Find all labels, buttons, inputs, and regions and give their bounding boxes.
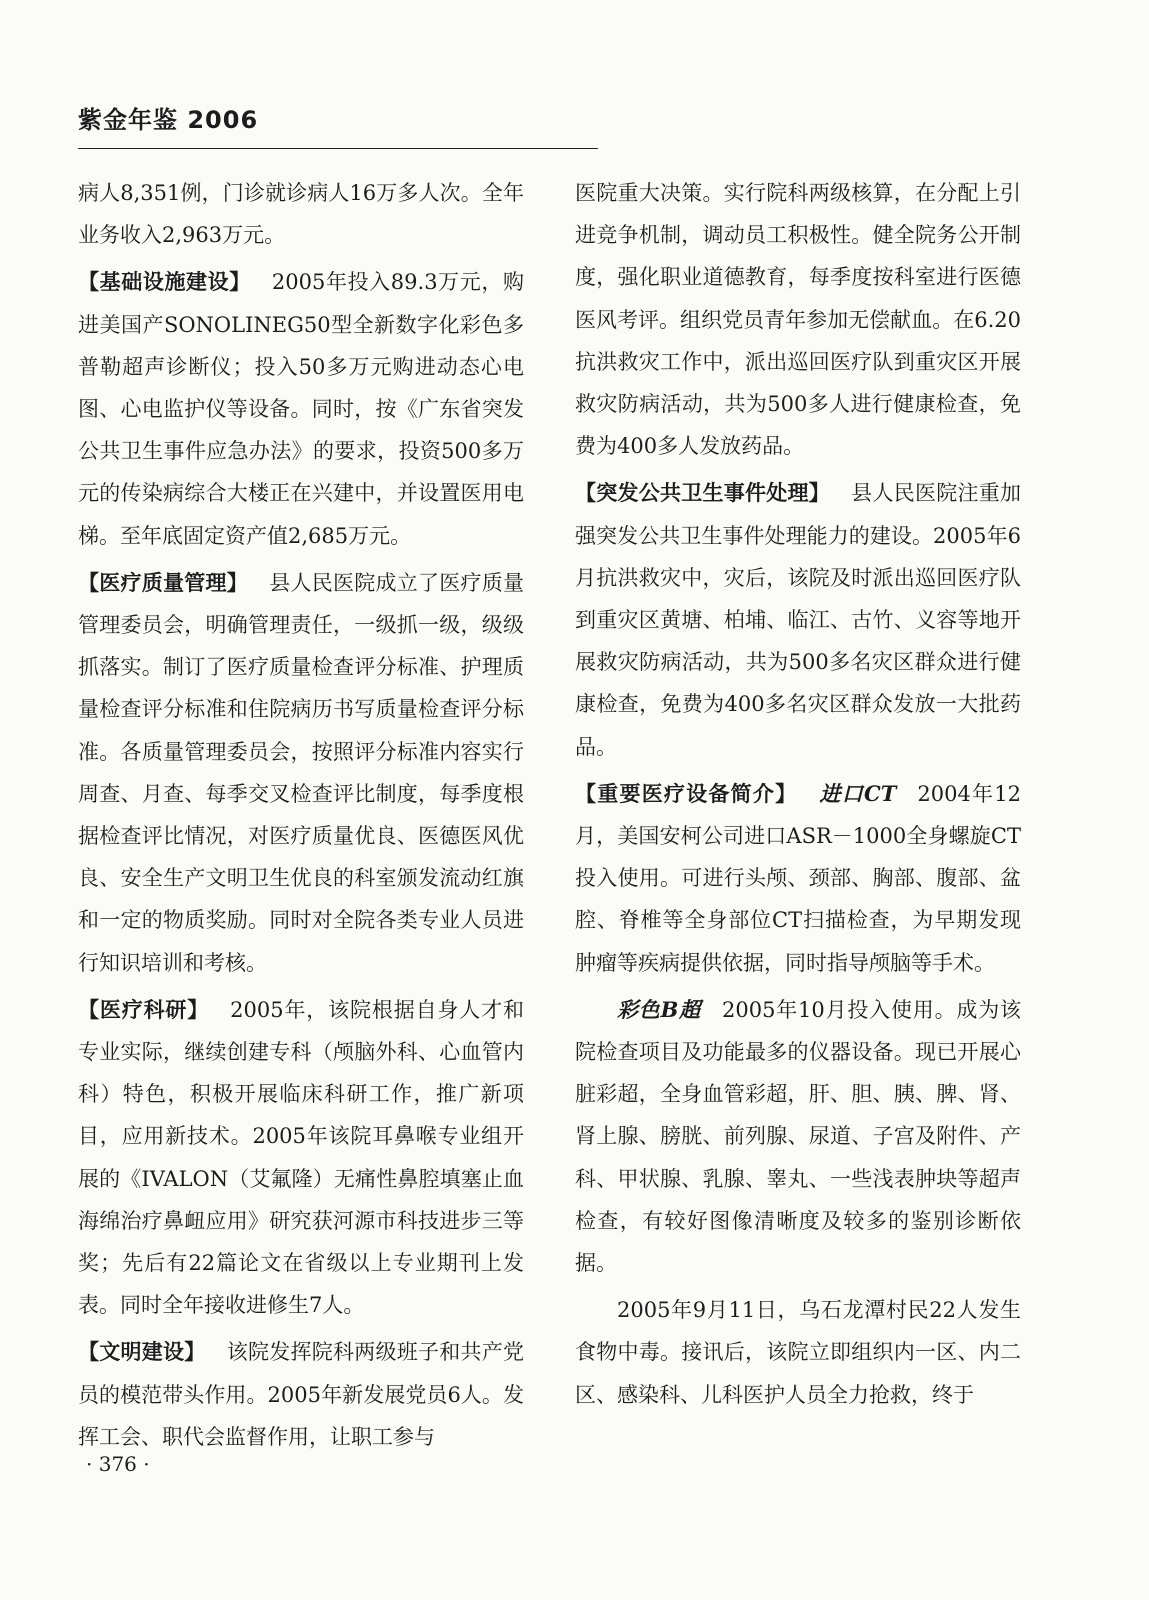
- section-heading: 【医疗科研】: [78, 997, 210, 1022]
- paragraph-intro: 病人8,351例，门诊就诊病人16万多人次。全年业务收入2,963万元。: [78, 181, 524, 248]
- section-text: 2004年12月，美国安柯公司进口ASR－1000全身螺旋CT投入使用。可进行头颅、颈部、胸部、腹部、盆腔、脊椎等全身部位CT扫描检查，为早期发现肿瘤等疾病提供依据，同时指导颅脑等手术。: [575, 781, 1022, 975]
- subheading-ct: 进口CT: [818, 780, 897, 806]
- section-text: 2005年，该院根据自身人才和专业实际，继续创建专科（颅脑外科、心血管内科）特色，积极开展临床科研工作，推广新项目，应用新技术。2005年该院耳鼻喉专业组开展的《IVALON（艾氟隆）无痛性鼻腔填塞止血海绵治疗鼻衄应用》研究获河源市科技进步三等奖；先后有22篇论文在省级以上专业期刊上发表。同时全年接收进修生7人。: [78, 997, 524, 1318]
- subheading-bscan: 彩色B超: [617, 996, 701, 1022]
- section-text: 县人民医院成立了医疗质量管理委员会，明确管理责任，一级抓一级，级级抓落实。制订了医疗质量检查评分标准、护理质量检查评分标准和住院病历书写质量检查评分标准。各质量管理委员会，按照评分标准内容实行周查、月查、每季交叉检查评比制度，每季度根据检查评比情况，对医疗质量优良、医德医风优良、安全生产文明卫生优良的科室颁发流动红旗和一定的物质奖励。同时对全院各类专业人员进行知识培训和考核。: [78, 570, 524, 975]
- header-rule: [78, 148, 598, 149]
- section-text: 县人民医院注重加强突发公共卫生事件处理能力的建设。2005年6月抗洪救灾中，灾后，该院及时派出巡回医疗队到重灾区黄塘、柏埔、临江、古竹、义容等地开展救灾防病活动，共为500多名灾区群众进行健康检查，免费为400多名灾区群众发放一大批药品。: [575, 481, 1021, 759]
- section-heading: 【文明建设】: [78, 1340, 206, 1365]
- page-number: · 376 ·: [86, 1452, 150, 1476]
- paragraph-poisoning: 2005年9月11日，乌石龙潭村民22人发生食物中毒。接讯后，该院立即组织内一区、内二区、感染科、儿科医护人员全力抢救，终于: [575, 1298, 1021, 1407]
- running-header: 紫金年鉴 2006: [78, 106, 259, 134]
- section-civilization: [78, 1331, 524, 1458]
- section-equipment: [575, 773, 1021, 984]
- section-quality: [78, 562, 524, 984]
- section-heading: 【基础设施建设】: [78, 270, 251, 295]
- paragraph-bscan: [575, 989, 1021, 1284]
- section-research: [78, 989, 524, 1327]
- section-text: 2005年投入89.3万元，购进美国产SONOLINEG50型全新数字化彩色多普勒超声诊断仪；投入50多万元购进动态心电图、心电监护仪等设备。同时，按《广东省突发公共卫生事件应急办法》的要求，投资500多万元的传染病综合大楼正在兴建中，并设置医用电梯。至年底固定资产值2,685万元。: [78, 270, 525, 548]
- section-emergency: [575, 472, 1021, 767]
- left-column: [78, 172, 524, 1458]
- right-column: [575, 172, 1021, 1416]
- section-heading: 【医疗质量管理】: [78, 570, 248, 595]
- section-heading: 【突发公共卫生事件处理】: [575, 481, 830, 506]
- paragraph-continued: 医院重大决策。实行院科两级核算，在分配上引进竞争机制，调动员工积极性。健全院务公开制度，强化职业道德教育，每季度按科室进行医德医风考评。组织党员青年参加无偿献血。在6.20抗洪救灾工作中，派出巡回医疗队到重灾区开展救灾防病活动，共为500多人进行健康检查，免费为400多人发放药品。: [575, 181, 1021, 459]
- section-infrastructure: [78, 261, 524, 556]
- section-heading: 【重要医疗设备简介】: [575, 781, 798, 806]
- section-text: 2005年10月投入使用。成为该院检查项目及功能最多的仪器设备。现已开展心脏彩超，全身血管彩超，肝、胆、胰、脾、肾、肾上腺、膀胱、前列腺、尿道、子宫及附件、产科、甲状腺、乳腺、睾丸、一些浅表肿块等超声检查，有较好图像清晰度及较多的鉴别诊断依据。: [575, 997, 1022, 1276]
- section-text: 该院发挥院科两级班子和共产党员的模范带头作用。2005年新发展党员6人。发挥工会、职代会监督作用，让职工参与: [78, 1340, 524, 1449]
